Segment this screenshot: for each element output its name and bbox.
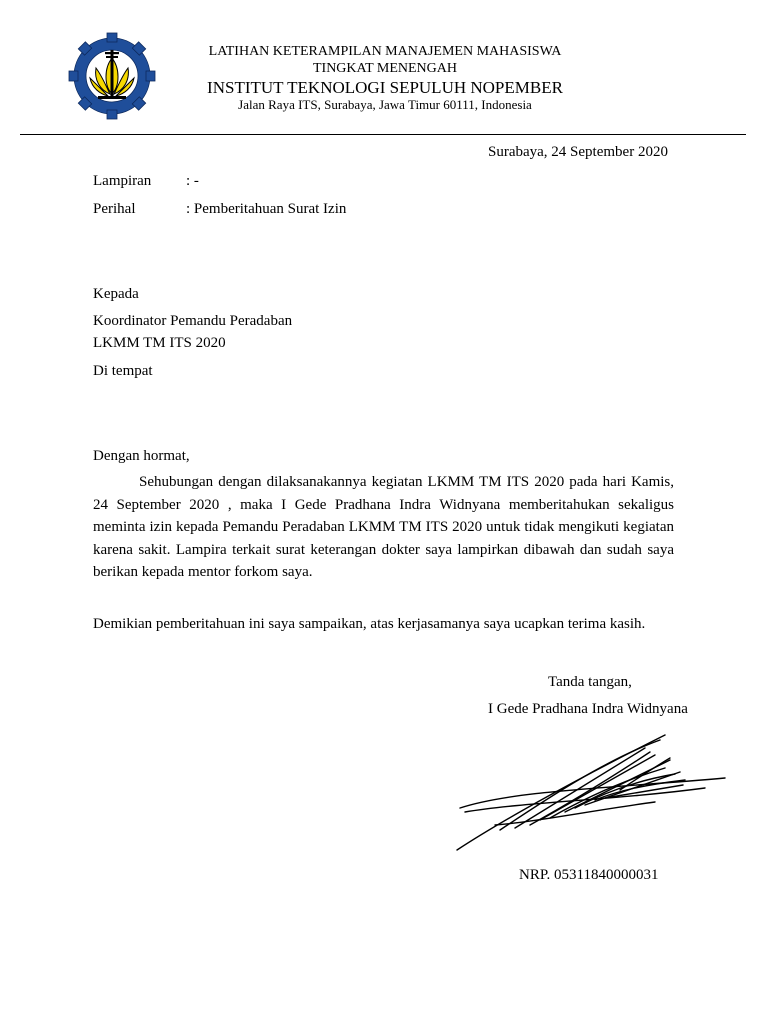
subject-value: : Pemberitahuan Surat Izin	[186, 201, 347, 217]
its-logo-icon	[60, 30, 168, 122]
signer-name: I Gede Pradhana Indra Widnyana	[488, 701, 688, 717]
letterhead-program: LATIHAN KETERAMPILAN MANAJEMEN MAHASISWA	[208, 44, 562, 59]
letterhead-address: Jalan Raya ITS, Surabaya, Jawa Timur 60111, Indonesia	[238, 97, 532, 112]
to-label: Kepada	[93, 286, 139, 302]
signer-nrp: NRP. 05311840000031	[519, 867, 659, 883]
attachment-label: Lampiran	[93, 173, 152, 189]
signature-label: Tanda tangan,	[548, 674, 632, 690]
recipient-title: Koordinator Pemandu Peradaban	[93, 313, 293, 329]
letterhead-institution: INSTITUT TEKNOLOGI SEPULUH NOPEMBER	[207, 78, 563, 97]
recipient-place: Di tempat	[93, 363, 153, 379]
place-date: Surabaya, 24 September 2020	[488, 144, 668, 160]
closing-sentence: Demikian pemberitahuan ini saya sampaikan, atas kerjasamanya saya ucapkan terima kasih.	[93, 616, 646, 632]
letterhead-level: TINGKAT MENENGAH	[312, 61, 457, 76]
handwritten-signature	[455, 730, 730, 855]
recipient-organization: LKMM TM ITS 2020	[93, 335, 226, 351]
attachment-value: : -	[186, 173, 199, 189]
letterhead-divider	[20, 134, 746, 135]
letter-body-text: Sehubungan dengan dilaksanakannya kegiatan LKMM TM ITS 2020 pada hari Kamis, 24 September 2020 , maka I Gede Pradhana Indra Widnyana memberitahukan sekaligus meminta izin kepada Pemandu Peradaban LKMM TM ITS 2020 untuk tidak mengikuti kegiatan karena sakit. Lampira terkait surat keterangan dokter saya lampirkan dibawah dan sudah saya berikan kepada mentor forkom saya.	[93, 474, 674, 580]
greeting: Dengan hormat,	[93, 448, 190, 464]
letter-body	[93, 471, 674, 584]
subject-label: Perihal	[93, 201, 136, 217]
